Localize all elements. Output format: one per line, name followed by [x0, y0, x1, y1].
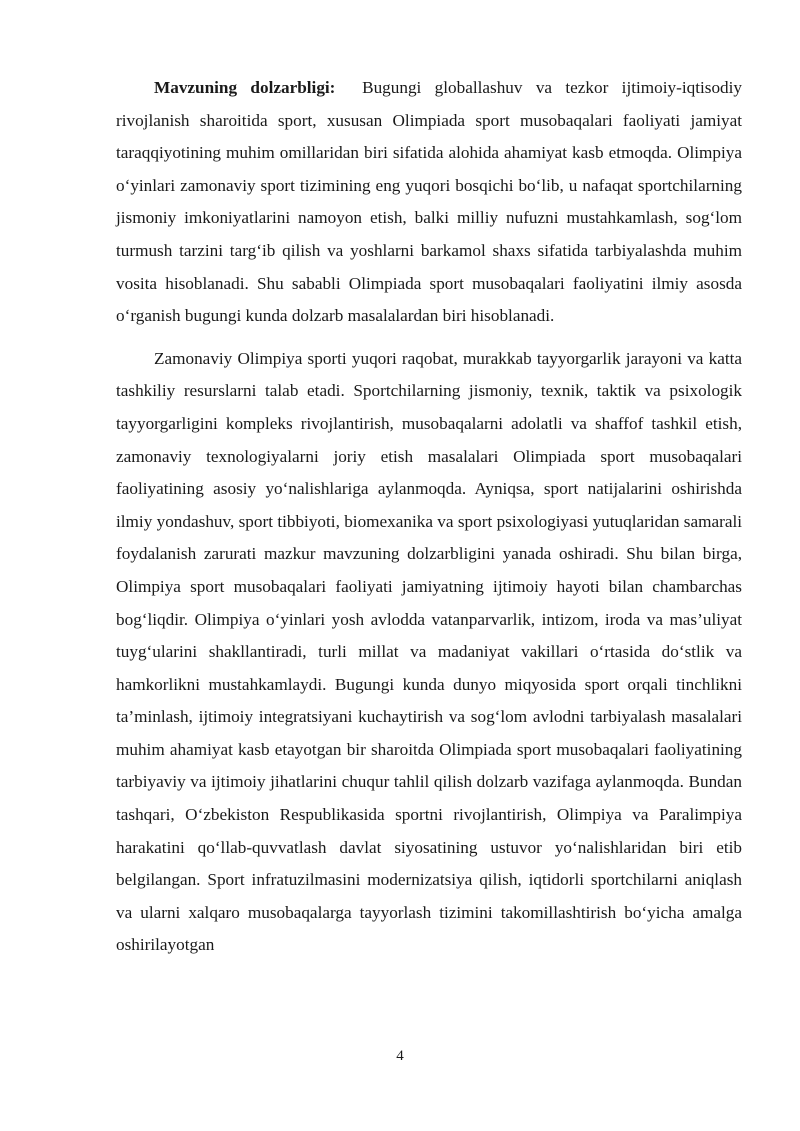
- page-number: 4: [396, 1048, 404, 1064]
- section-lead-heading: Mavzuning dolzarbligi:: [154, 78, 336, 97]
- paragraph-text: Bugungi globallashuv va tezkor ijtimoiy-iqtisodiy rivojlanish sharoitida sport, xususan Olimpiada sport musobaqalari faoliyati jamiyat taraqqiyotining muhim omillaridan biri sifatida alohida ahamiyat kasb etmoqda. Olimpiya o‘yinlari zamonaviy sport tizimining eng yuqori bosqichi bo‘lib, u nafaqat sportchilarning jismoniy imkoniyatlarini namoyon etish, balki milliy nufuzni mustahkamlash, sog‘lom turmush tarzini targ‘ib qilish va yoshlarni barkamol shaxs sifatida tarbiyalashda muhim vosita hisoblanadi. Shu sababli Olimpiada sport musobaqalari faoliyatini ilmiy asosda o‘rganish bugungi kunda dolzarb masalalardan biri hisoblanadi.: [116, 78, 743, 326]
- document-page: [116, 72, 742, 962]
- paragraph-text: Zamonaviy Olimpiya sporti yuqori raqobat, murakkab tayyorgarlik jarayoni va katta tashkiliy resurslarni talab etadi. Sportchilarning jismoniy, texnik, taktik va psixologik tayyorgarligini kompleks rivojlantirish, musobaqalarni adolatli va shaffof tashkil etish, zamonaviy texnologiyalarni joriy etish masalalari Olimpiada sport musobaqalari faoliyatining asosiy yo‘nalishlariga aylanmoqda. Ayniqsa, sport natijalarini oshirishda ilmiy yondashuv, sport tibbiyoti, biomexanika va sport psixologiyasi yutuqlaridan samarali foydalanish zarurati mazkur mavzuning dolzarbligini yanada oshiradi. Shu bilan birga, Olimpiya sport musobaqalari faoliyati jamiyatning ijtimoiy hayoti bilan chambarchas bog‘liqdir. Olimpiya o‘yinlari yosh avlodda vatanparvarlik, intizom, iroda va mas’uliyat tuyg‘ularini shakllantiradi, turli millat va madaniyat vakillari o‘rtasida do‘stlik va hamkorlikni mustahkamlaydi. Bugungi kunda dunyo miqyosida sport orqali tinchlikni ta’minlash, ijtimoiy integratsiyani kuchaytirish va sog‘lom avlodni tarbiyalash masalalari muhim ahamiyat kasb etayotgan bir sharoitda Olimpiada sport musobaqalari faoliyatining tarbiyaviy va ijtimoiy jihatlarini chuqur tahlil qilish dolzarb vazifaga aylanmoqda. Bundan tashqari, O‘zbekiston Respublikasida sportni rivojlantirish, Olimpiya va Paralimpiya harakatini qo‘llab-quvvatlash davlat siyosatining ustuvor yo‘nalishlaridan biri etib belgilangan. Sport infratuzilmasini modernizatsiya qilish, iqtidorli sportchilarni aniqlash va ularni xalqaro musobaqalarga tayyorlash tizimini takomillashtirish bo‘yicha amalga oshirilayotgan: [116, 348, 742, 955]
- paragraph-relevance: [116, 72, 742, 333]
- paragraph-olympic-sport: [116, 343, 742, 962]
